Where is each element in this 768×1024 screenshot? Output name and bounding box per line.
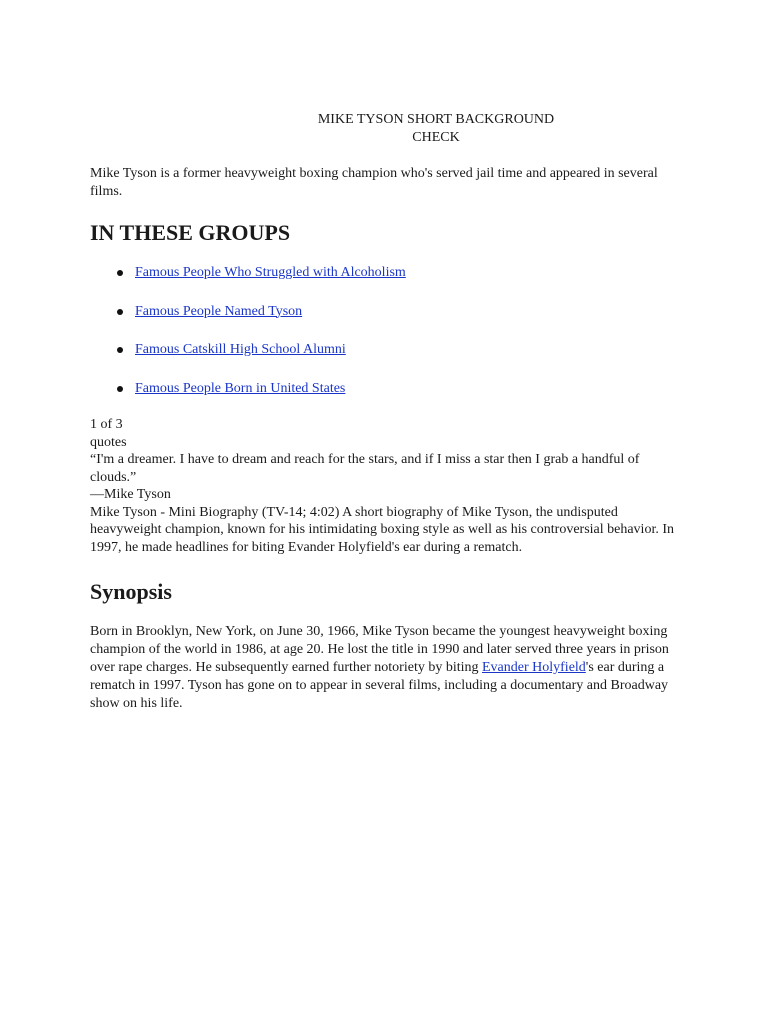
bullet-icon [117,347,123,353]
group-link-named-tyson[interactable]: Famous People Named Tyson [135,303,303,319]
list-item [90,378,682,417]
bio-text: Mike Tyson - Mini Biography (TV-14; 4:02) A short biography of Mike Tyson, the undisputed heavyweight champion, known for his intimidating boxing style as well as his controversial behavior. In 1997, he made headlines for biting Evander Holyfield's ear during a rematch. [90,504,675,555]
group-link-alcoholism[interactable]: Famous People Who Struggled with Alcoholism [135,265,406,280]
synopsis-heading: Synopsis [90,579,172,604]
group-link-catskill-alumni[interactable]: Famous Catskill High School Alumni [135,342,346,357]
quote-text: “I'm a dreamer. I have to dream and reach for the stars, and if I miss a star then I grab a handful of clouds.” [90,452,640,485]
list-item [90,339,682,378]
intro-paragraph: Mike Tyson is a former heavyweight boxing champion who's served jail time and appeared in several films. [90,166,658,199]
quote-counter: 1 of 3 [90,417,123,432]
quote-block [90,416,682,556]
list-item [90,301,682,340]
synopsis-text-before-link: Born in Brooklyn, New York, on June 30, 1966, Mike Tyson became the youngest heavyweight boxing champion of the world in 1986, at age 20. He lost the title in 1990 and later served three years in prison over rape charges. He subsequently earned further notoriety by biting [90,624,669,675]
evander-holyfield-link[interactable]: Evander Holyfield [482,660,586,675]
synopsis-paragraph [90,623,682,713]
synopsis-text-after-link: 's ear during a rematch in 1997. Tyson has gone on to appear in several films, including a documentary and Broadway show on his life. [90,660,669,711]
bullet-icon [117,309,123,315]
document-title: MIKE TYSON SHORT BACKGROUND CHECK [317,112,555,145]
quotes-label: quotes [90,434,127,450]
group-link-born-united-states[interactable]: Famous People Born in United States [135,380,346,396]
bullet-icon [117,270,123,276]
bullet-icon [117,386,123,392]
groups-list [90,262,682,416]
quote-author: —Mike Tyson [90,487,171,502]
groups-heading: IN THESE GROUPS [90,220,291,245]
list-item [90,262,682,301]
